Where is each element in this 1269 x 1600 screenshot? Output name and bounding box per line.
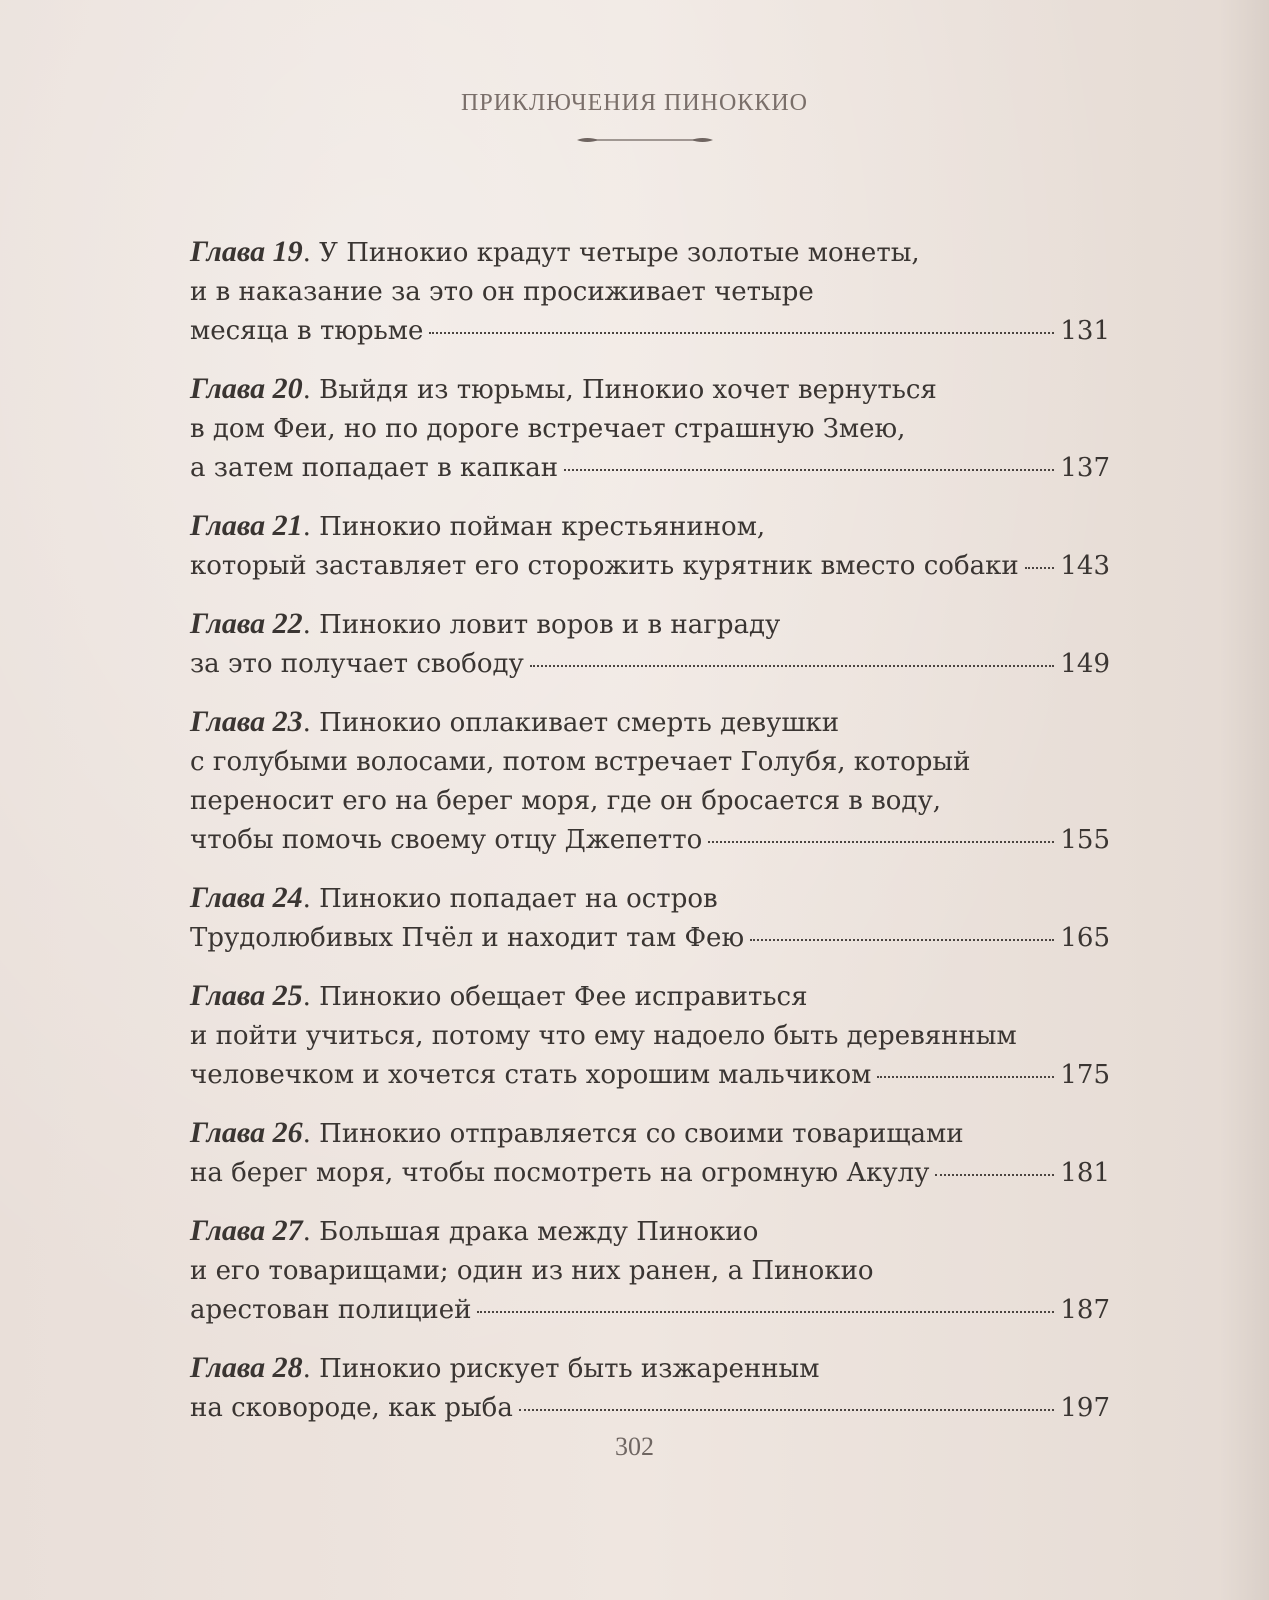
toc-entry — [190, 506, 1110, 586]
toc-last-line — [190, 449, 1110, 488]
toc-line-text: в дом Феи, но по дороге встречает страшную Змею, — [190, 414, 906, 444]
toc-line-text: Пинокио обещает Фее исправиться — [319, 982, 808, 1012]
toc-page-number: 137 — [1060, 453, 1110, 483]
ornament-divider — [575, 136, 715, 144]
toc-page-number: 131 — [1060, 316, 1110, 346]
toc-last-line — [190, 312, 1110, 351]
toc-line-text: и в наказание за это он просиживает четыре — [190, 277, 814, 307]
toc-last-line — [190, 1389, 1110, 1428]
toc-line-text: чтобы помочь своему отцу Джепетто — [190, 825, 703, 855]
toc-page-number: 197 — [1060, 1393, 1110, 1423]
dot-leader — [935, 1174, 1054, 1176]
toc-line-text: переносит его на берег моря, где он бросается в воду, — [190, 786, 942, 816]
chapter-label: Глава 24 — [190, 881, 303, 914]
toc-line — [190, 782, 1110, 821]
toc-line-text: человечком и хочется стать хорошим мальчиком — [190, 1060, 872, 1090]
toc-entry — [190, 232, 1110, 351]
toc-page-number: 155 — [1060, 825, 1110, 855]
dot-leader — [1025, 567, 1055, 569]
toc-last-line — [190, 1154, 1110, 1193]
toc-line — [190, 1252, 1110, 1291]
toc-line-text: на сковороде, как рыба — [190, 1393, 513, 1423]
chapter-label: Глава 22 — [190, 607, 303, 640]
toc-page-number: 143 — [1060, 551, 1110, 581]
toc-line: Глава 19. У Пинокио крадут четыре золотые монеты, — [190, 235, 920, 268]
chapter-label: Глава 27 — [190, 1214, 303, 1247]
toc-page-number: 181 — [1060, 1158, 1110, 1188]
toc-line-text: Пинокио попадает на остров — [319, 884, 718, 914]
toc-line: Глава 28. Пинокио рискует быть изжаренным — [190, 1351, 820, 1384]
toc-page-number: 175 — [1060, 1060, 1110, 1090]
toc-line-text: Пинокио оплакивает смерть девушки — [319, 708, 840, 738]
toc-line-text: с голубыми волосами, потом встречает Голубя, который — [190, 747, 971, 777]
toc-page-number: 165 — [1060, 923, 1110, 953]
dot-leader — [519, 1409, 1055, 1411]
toc-line: Глава 23. Пинокио оплакивает смерть девушки — [190, 705, 840, 738]
toc-entry — [190, 369, 1110, 488]
dot-leader — [477, 1311, 1054, 1313]
toc-line-text: на берег моря, чтобы посмотреть на огромную Акулу — [190, 1158, 930, 1188]
toc-line-text: который заставляет его сторожить курятник вместо собаки — [190, 551, 1019, 581]
page-number: 302 — [615, 1432, 654, 1461]
toc-line-text: У Пинокио крадут четыре золотые монеты, — [319, 238, 920, 268]
toc-last-line — [190, 1291, 1110, 1330]
toc-entry — [190, 976, 1110, 1095]
toc-line-text: а затем попадает в капкан — [190, 453, 559, 483]
toc-page-number: 149 — [1060, 649, 1110, 679]
toc-entry — [190, 702, 1110, 860]
toc-line-text: Трудолюбивых Пчёл и находит там Фею — [190, 923, 745, 953]
toc-line-text: и пойти учиться, потому что ему надоело быть деревянным — [190, 1021, 1017, 1051]
dot-leader — [877, 1076, 1054, 1078]
toc-last-line — [190, 821, 1110, 860]
chapter-label: Глава 20 — [190, 372, 303, 405]
toc-last-line — [190, 1056, 1110, 1095]
dot-leader — [564, 469, 1054, 471]
toc-entry — [190, 1348, 1110, 1428]
toc-line — [190, 410, 1110, 449]
toc-line-text: Пинокио рискует быть изжаренным — [319, 1354, 820, 1384]
toc-line: Глава 25. Пинокио обещает Фее исправиться — [190, 979, 808, 1012]
chapter-label: Глава 19 — [190, 235, 303, 268]
toc-entry — [190, 604, 1110, 684]
toc-line: Глава 24. Пинокио попадает на остров — [190, 881, 718, 914]
chapter-label: Глава 21 — [190, 509, 303, 542]
toc-line — [190, 1017, 1110, 1056]
toc-line — [190, 743, 1110, 782]
toc-line: Глава 20. Выйдя из тюрьмы, Пинокио хочет вернуться — [190, 372, 937, 405]
toc-line-text: за это получает свободу — [190, 649, 524, 679]
toc-entry — [190, 1113, 1110, 1193]
toc-last-line — [190, 645, 1110, 684]
toc-line-text: Пинокио ловит воров и в награду — [319, 610, 781, 640]
dot-leader — [429, 332, 1054, 334]
dot-leader — [750, 939, 1054, 941]
toc-line: Глава 26. Пинокио отправляется со своими товарищами — [190, 1116, 964, 1149]
toc-line-text: Пинокио пойман крестьянином, — [319, 512, 766, 542]
chapter-label: Глава 26 — [190, 1116, 303, 1149]
toc-last-line — [190, 919, 1110, 958]
toc-last-line — [190, 547, 1110, 586]
toc-line: Глава 22. Пинокио ловит воров и в награду — [190, 607, 781, 640]
chapter-label: Глава 23 — [190, 705, 303, 738]
dot-leader — [708, 841, 1054, 843]
toc-entry — [190, 878, 1110, 958]
dot-leader — [530, 665, 1055, 667]
toc-line: Глава 27. Большая драка между Пинокио — [190, 1214, 759, 1247]
toc-line-text: арестован полицией — [190, 1295, 472, 1325]
toc-line: Глава 21. Пинокио пойман крестьянином, — [190, 509, 766, 542]
toc-entry — [190, 1211, 1110, 1330]
toc-line-text: Пинокио отправляется со своими товарищами — [319, 1119, 964, 1149]
running-head: ПРИКЛЮЧЕНИЯ ПИНОККИО — [461, 90, 808, 116]
toc-line — [190, 273, 1110, 312]
toc-line-text: месяца в тюрьме — [190, 316, 424, 346]
toc-line-text: Большая драка между Пинокио — [319, 1217, 759, 1247]
toc-page-number: 187 — [1060, 1295, 1110, 1325]
chapter-label: Глава 25 — [190, 979, 303, 1012]
toc-line-text: и его товарищами; один из них ранен, а Пинокио — [190, 1256, 874, 1286]
table-of-contents — [190, 232, 1110, 1446]
toc-line-text: Выйдя из тюрьмы, Пинокио хочет вернуться — [319, 375, 937, 405]
chapter-label: Глава 28 — [190, 1351, 303, 1384]
